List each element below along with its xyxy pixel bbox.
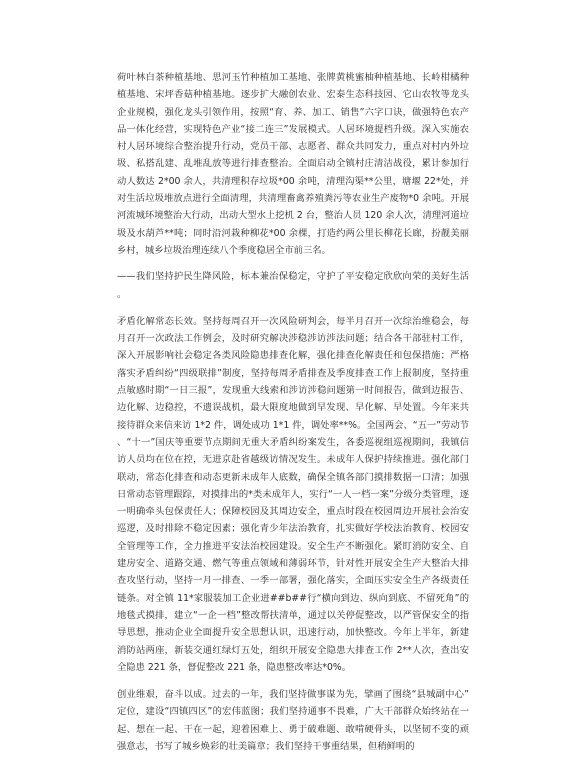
paragraph-livelihood-summary: ——我们坚持护民生降风险，标本兼治保稳定，守护了平安稳定欣欣向荣的美好生活。 <box>117 271 469 300</box>
paragraph-stability-safety: 矛盾化解常态长效。坚持每周召开一次风险研判会，每半月召开一次综治维稳会，每月召开一次政法工作例会，及时研究解决涉稳涉访涉法问题；结合各干部驻村工作，深入开展影响社会稳定各类风险隐患排查化解，强化排查化解责任和包保措施；严格落实矛盾纠纷“四级联排”制度，坚持每周矛盾排查及季度排查工作上报制度，坚持重点敏感时期“一日三报”，发现重大线索和涉访涉稳问题第一时间报告，做到边报告、边化解、边稳控，不遗误战机，最大限度地做到早发现、早化解、早处置。今年来共接待群众来信来访 1*2 件，调处成功 1*1 件，调处率**%。全国两会、“五一”劳动节、“十一”国庆等重要节点期间无重大矛盾纠纷案发生，各委巡视组巡视期间，我镇信访人员均在位在控，无进京赴省越级访情况发生。未成年人保护持续推进。强化部门联动，常态化排查和动态更新未成年人底数，确保全镇各部门摸排数据一口清；加强日常动态管理跟踪，对摸排出的*类未成年人，实行“一人一档一案”分级分类管理，逐一明确牵头包保责任人；保障校园及其周边安全，重点时段在校园周边开展社会治安巡逻，及时排除不稳定因素；强化青少年法治教育，扎实做好学校法治教育、校园安全管理等工作，全力推进平安法治校园建设。安全生产不断强化。紧盯消防安全、自建房安全、道路交通、燃气等重点领域和薄弱环节，针对性开展安全生产大整治大排查攻坚行动，坚持一月一排查、一季一部署，强化落实，全面压实安全生产各级责任链条。对全镇 11*家服装加工企业进##b##行“横向到边、纵向到底、不留死角”的地毯式摸排，建立“一企一档”整改帮扶清单，通过以关停促整改，以严管保安全的指导思想，推动企业全面提升安全思想认识，迅速行动，加快整改。今年上半年，新建消防站两座，新装交通红绿灯五处，组织开展安全隐患大排查工作 2**人次，查出安全隐患 221 条，督促整改 221 条，隐患整改率达*0%。 <box>117 315 469 673</box>
document-body <box>117 69 469 755</box>
paragraph-conclusion: 创业维艰，奋斗以成。过去的一年，我们坚持做事谋为先，擘画了围绕“县城副中心”定位，建设“四镇四区”的宏伟蓝图；我们坚持通事不畏难，广大干部群众始终站在一起、想在一起、干在一起，迎着困难上、勇于破难题、敢啃硬骨头，以坚韧不变的顽强意志，书写了城乡焕彩的壮美篇章；我们坚持干事重结果，但稍鲜明的 <box>117 689 469 752</box>
paragraph-rural-industry-environment: 荷叶林白茶种植基地、思河玉竹种植加工基地、张牌黄桃蜜柚种植基地、长岭柑橘种植基地、宋坪香菇种植基地。逐步扩大融创农业、宏泰生态科技园、它山农牧等龙头企业规模，强化龙头引领作用，按照“育、养、加工、销售”六字口诀，做强特色农产品一体化经营，实现特色产业“接二连三”发展模式。人居环境提档升级。深入实施农村人居环境综合整治提升行动，党员干部、志愿者、群众共同发力，重点对村内外垃圾、私搭乱建、乱堆乱放等进行排查整治。全面启动全镇村庄清洁战役，累计参加行动人数达 2*00 余人，共清理积存垃圾*00 余吨，清理沟渠**公里，塘堰 22*处，并对生活垃圾堆放点进行全面清理，共清理畜禽养殖粪污等农业生产废物*0 余吨。开展河流城环境整治大行动，出动大型水上挖机 2 台，整治人员 120 余人次，清理河道垃圾及水葫芦**吨；同时沿河栽种柳花*00 余棵，打造约两公里长柳花长廊，扮靓美丽乡村，城乡垃圾治理连续八个季度稳居全市前三名。 <box>117 72 469 256</box>
